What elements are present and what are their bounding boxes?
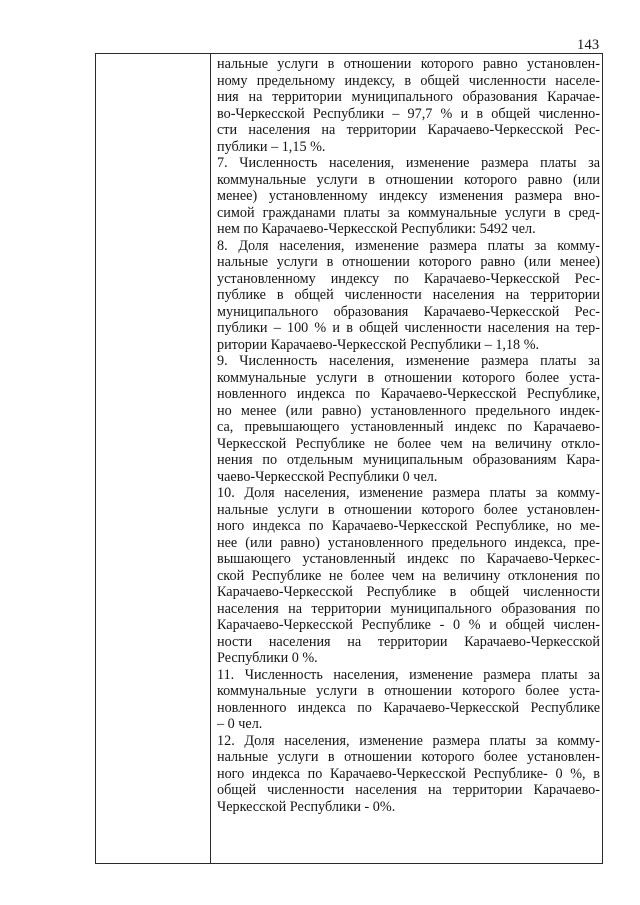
paragraph: [217, 56, 600, 155]
text-line: общей численности населения на территории Карачаево-: [217, 782, 600, 798]
paragraph: [217, 238, 600, 354]
text-line: Черкесской Республике не более чем на величину откло-: [217, 435, 600, 452]
text-line: нее (или равно) установленного предельного индекса, пре-: [217, 534, 600, 551]
text-line: 8. Доля населения, изменение размера платы за комму-: [217, 237, 600, 254]
text-line: ской Республике не более чем на величину отклонения по: [217, 567, 600, 584]
text-line: 10. Доля населения, изменение размера платы за комму-: [217, 485, 600, 501]
text-line: ного индекса по Карачаево-Черкесской Республике- 0 %, в: [217, 765, 600, 782]
text-line: 12. Доля населения, изменение размера платы за комму-: [217, 732, 600, 749]
page-number: 143: [577, 37, 600, 53]
text-column: [217, 56, 600, 815]
text-line: новленного индекса по Карачаево-Черкесской Республике: [217, 699, 600, 716]
text-line: ритории Карачаево-Черкесской Республики – 1,18 %.: [217, 336, 540, 353]
paragraph: [217, 353, 600, 485]
text-line: но менее (или равно) установленного предельного индек-: [217, 402, 600, 419]
text-line: коммунальные услуги в отношении которого равно (или: [217, 171, 600, 188]
column-divider: [210, 54, 211, 863]
text-line: населения на территории муниципального образования по: [217, 600, 600, 617]
text-line: Карачаево-Черкесской Республике в общей численности: [217, 584, 600, 600]
text-line: публики – 100 % и в общей численности населения на тер-: [217, 320, 600, 336]
text-line: нальные услуги в отношении которого более установлен-: [217, 749, 600, 765]
text-line: менее) установленному индексу изменения размера вно-: [217, 188, 600, 204]
text-line: нем по Карачаево-Черкесской Республики: 5492 чел.: [217, 221, 536, 237]
text-line: установленному индексу по Карачаево-Черкесской Рес-: [217, 270, 600, 287]
text-line: 9. Численность населения, изменение размера платы за: [217, 353, 600, 369]
text-line: 7. Численность населения, изменение размера платы за: [217, 155, 600, 171]
text-line: Черкесской Республики - 0%.: [217, 798, 396, 815]
document-table: [95, 53, 603, 864]
text-line: новленного индекса по Карачаево-Черкесской Республике,: [217, 386, 600, 402]
text-line: ного индекса по Карачаево-Черкесской Республике, но ме-: [217, 518, 600, 534]
text-line: во-Черкесской Республики – 97,7 % и в общей численно-: [217, 105, 600, 122]
text-line: Республики 0 %.: [217, 650, 318, 666]
text-line: коммунальные услуги в отношении которого более уста-: [217, 369, 600, 386]
text-line: сти населения на территории Карачаево-Черкесской Рес-: [217, 122, 600, 138]
paragraph: [217, 733, 600, 816]
text-line: вышающего установленный индекс по Карачаево-Черкес-: [217, 551, 600, 567]
text-line: ности населения на территории Карачаево-Черкесской: [217, 633, 600, 650]
text-line: симой гражданами платы за коммунальные услуги в сред-: [217, 204, 600, 221]
text-line: – 0 чел.: [217, 716, 263, 732]
text-line: нальные услуги в отношении которого равно (или менее): [217, 254, 600, 270]
text-line: нальные услуги в отношении которого равно установлен-: [217, 56, 600, 72]
text-line: 11. Численность населения, изменение размера платы за: [217, 666, 600, 683]
paragraph: [217, 155, 600, 238]
text-line: нальные услуги в отношении которого более установлен-: [217, 501, 600, 518]
text-line: ния на территории муниципального образования Карачае-: [217, 89, 600, 105]
text-line: коммунальные услуги в отношении которого более уста-: [217, 683, 600, 699]
text-line: чаево-Черкесской Республики 0 чел.: [217, 468, 438, 485]
paragraph: [217, 485, 600, 667]
text-line: Карачаево-Черкесской Республике - 0 % и общей числен-: [217, 617, 600, 633]
paragraph: [217, 667, 600, 733]
text-line: нения по отдельным муниципальным образованиям Кара-: [217, 452, 600, 468]
text-line: ному предельному индексу, в общей численности населе-: [217, 72, 600, 89]
text-line: са, превышающего установленный индекс по Карачаево-: [217, 419, 600, 435]
text-line: муниципального образования Карачаево-Черкесской Рес-: [217, 303, 600, 320]
text-line: публике в общей численности населения на территории: [217, 287, 600, 303]
text-line: публики – 1,15 %.: [217, 138, 326, 155]
